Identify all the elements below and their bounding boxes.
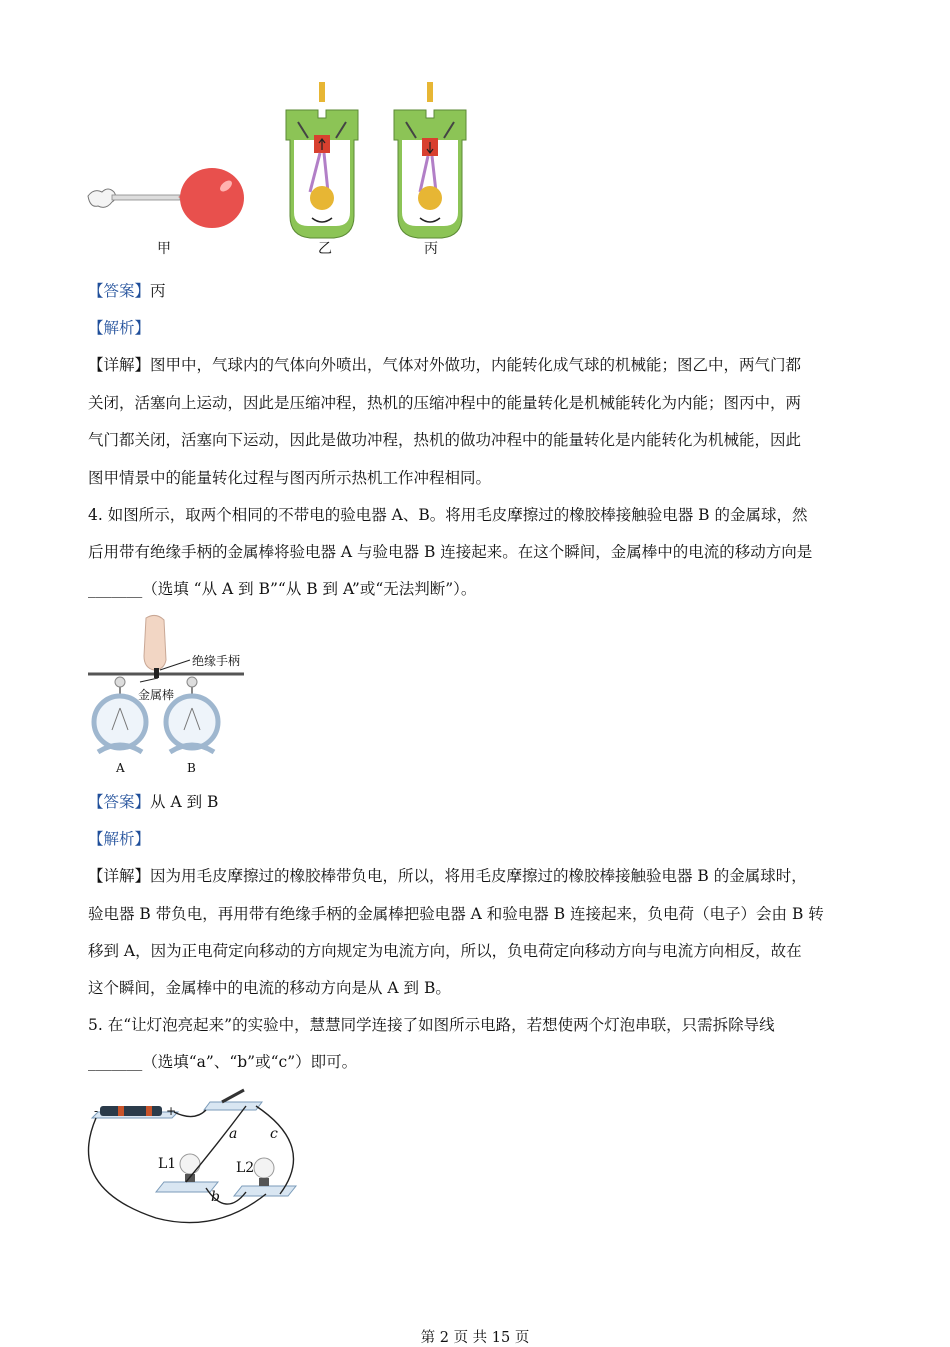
answer-tag: 【答案】 (88, 793, 151, 811)
balloon-illustration (88, 168, 244, 228)
q5-question-line-1: 5. 在“让灯泡亮起来”的实验中，慧慧同学连接了如图所示电路，若想使两个灯泡串联，只需拆除导线 (88, 1016, 775, 1034)
label-insulating-handle: 绝缘手柄 (192, 654, 241, 668)
label-wire-b: b (211, 1189, 220, 1205)
label-electroscope-a: A (116, 761, 125, 775)
q3-analysis-tag: 【解析】 (88, 319, 151, 337)
q3-detail-line-1: 【详解】图甲中，气球内的气体向外喷出，气体对外做功，内能转化成气球的机械能；图乙中，两气门都 (88, 356, 802, 374)
q4-detail-line-1: 【详解】因为用毛皮摩擦过的橡胶棒带负电，所以，将用毛皮摩擦过的橡胶棒接触验电器 B 的金属球时， (88, 867, 807, 885)
q4-detail-line-3: 移到 A，因为正电荷定向移动的方向规定为电流方向，所以，负电荷定向移动方向与电流方向相反，故在 (88, 942, 802, 960)
label-metal-rod: 金属棒 (138, 688, 175, 702)
engine-yi-illustration (286, 82, 358, 238)
q4-detail-line-2: 验电器 B 带负电，再用带有绝缘手柄的金属棒把验电器 A 和验电器 B 连接起来，负电荷（电子）会由 B 转 (88, 905, 824, 923)
label-bulb-l2: L2 (236, 1160, 255, 1176)
label-battery-minus: - (94, 1104, 99, 1118)
q3-detail-line-2: 关闭，活塞向上运动，因此是压缩冲程，热机的压缩冲程中的能量转化是机械能转化为内能；图丙中，两 (88, 394, 802, 412)
q4-question-line-1: 4. 如图所示，取两个相同的不带电的验电器 A、B。将用毛皮摩擦过的橡胶棒接触验电器 B 的金属球，然 (88, 506, 808, 524)
q3-answer-line (88, 281, 166, 301)
page-number: 第 2 页 共 15 页 (420, 1330, 530, 1346)
switch-illustration (204, 1090, 262, 1110)
label-battery-plus: + (166, 1104, 177, 1118)
q4-answer-line (88, 792, 218, 812)
label-wire-c: c (270, 1126, 278, 1142)
caption-bing: 丙 (424, 241, 438, 257)
caption-yi: 乙 (318, 241, 332, 257)
q4-detail-line-4: 这个瞬间，金属棒中的电流的移动方向是从 A 到 B。 (88, 979, 451, 997)
q3-detail-line-3: 气门都关闭，活塞向下运动，因此是做功冲程，热机的做功冲程中的能量转化是内能转化为机械能，因此 (88, 431, 802, 449)
q4-question-line-3: _______（选填 “从 A 到 B”“从 B 到 A”或“无法判断”）。 (88, 580, 477, 598)
q3-detail-line-4: 图甲情景中的能量转化过程与图丙所示热机工作冲程相同。 (88, 469, 492, 487)
engine-bing-illustration (394, 82, 466, 238)
answer-value: 从 A 到 B (150, 793, 219, 811)
answer-value: 丙 (150, 282, 166, 300)
label-electroscope-b: B (187, 761, 196, 775)
label-wire-a: a (229, 1126, 238, 1142)
hand-illustration (144, 615, 166, 670)
q5-question-line-2: _______（选填“a”、“b”或“c”）即可。 (88, 1053, 358, 1071)
caption-jia: 甲 (157, 241, 171, 257)
label-bulb-l1: L1 (158, 1156, 177, 1172)
q4-question-line-2: 后用带有绝缘手柄的金属棒将验电器 A 与验电器 B 连接起来。在这个瞬间，金属棒中的电流的移动方向是 (88, 543, 813, 561)
answer-tag: 【答案】 (88, 282, 151, 300)
figure-circuit (86, 1088, 306, 1228)
q4-analysis-tag: 【解析】 (88, 830, 151, 848)
figure-balloon-engine (82, 80, 482, 240)
